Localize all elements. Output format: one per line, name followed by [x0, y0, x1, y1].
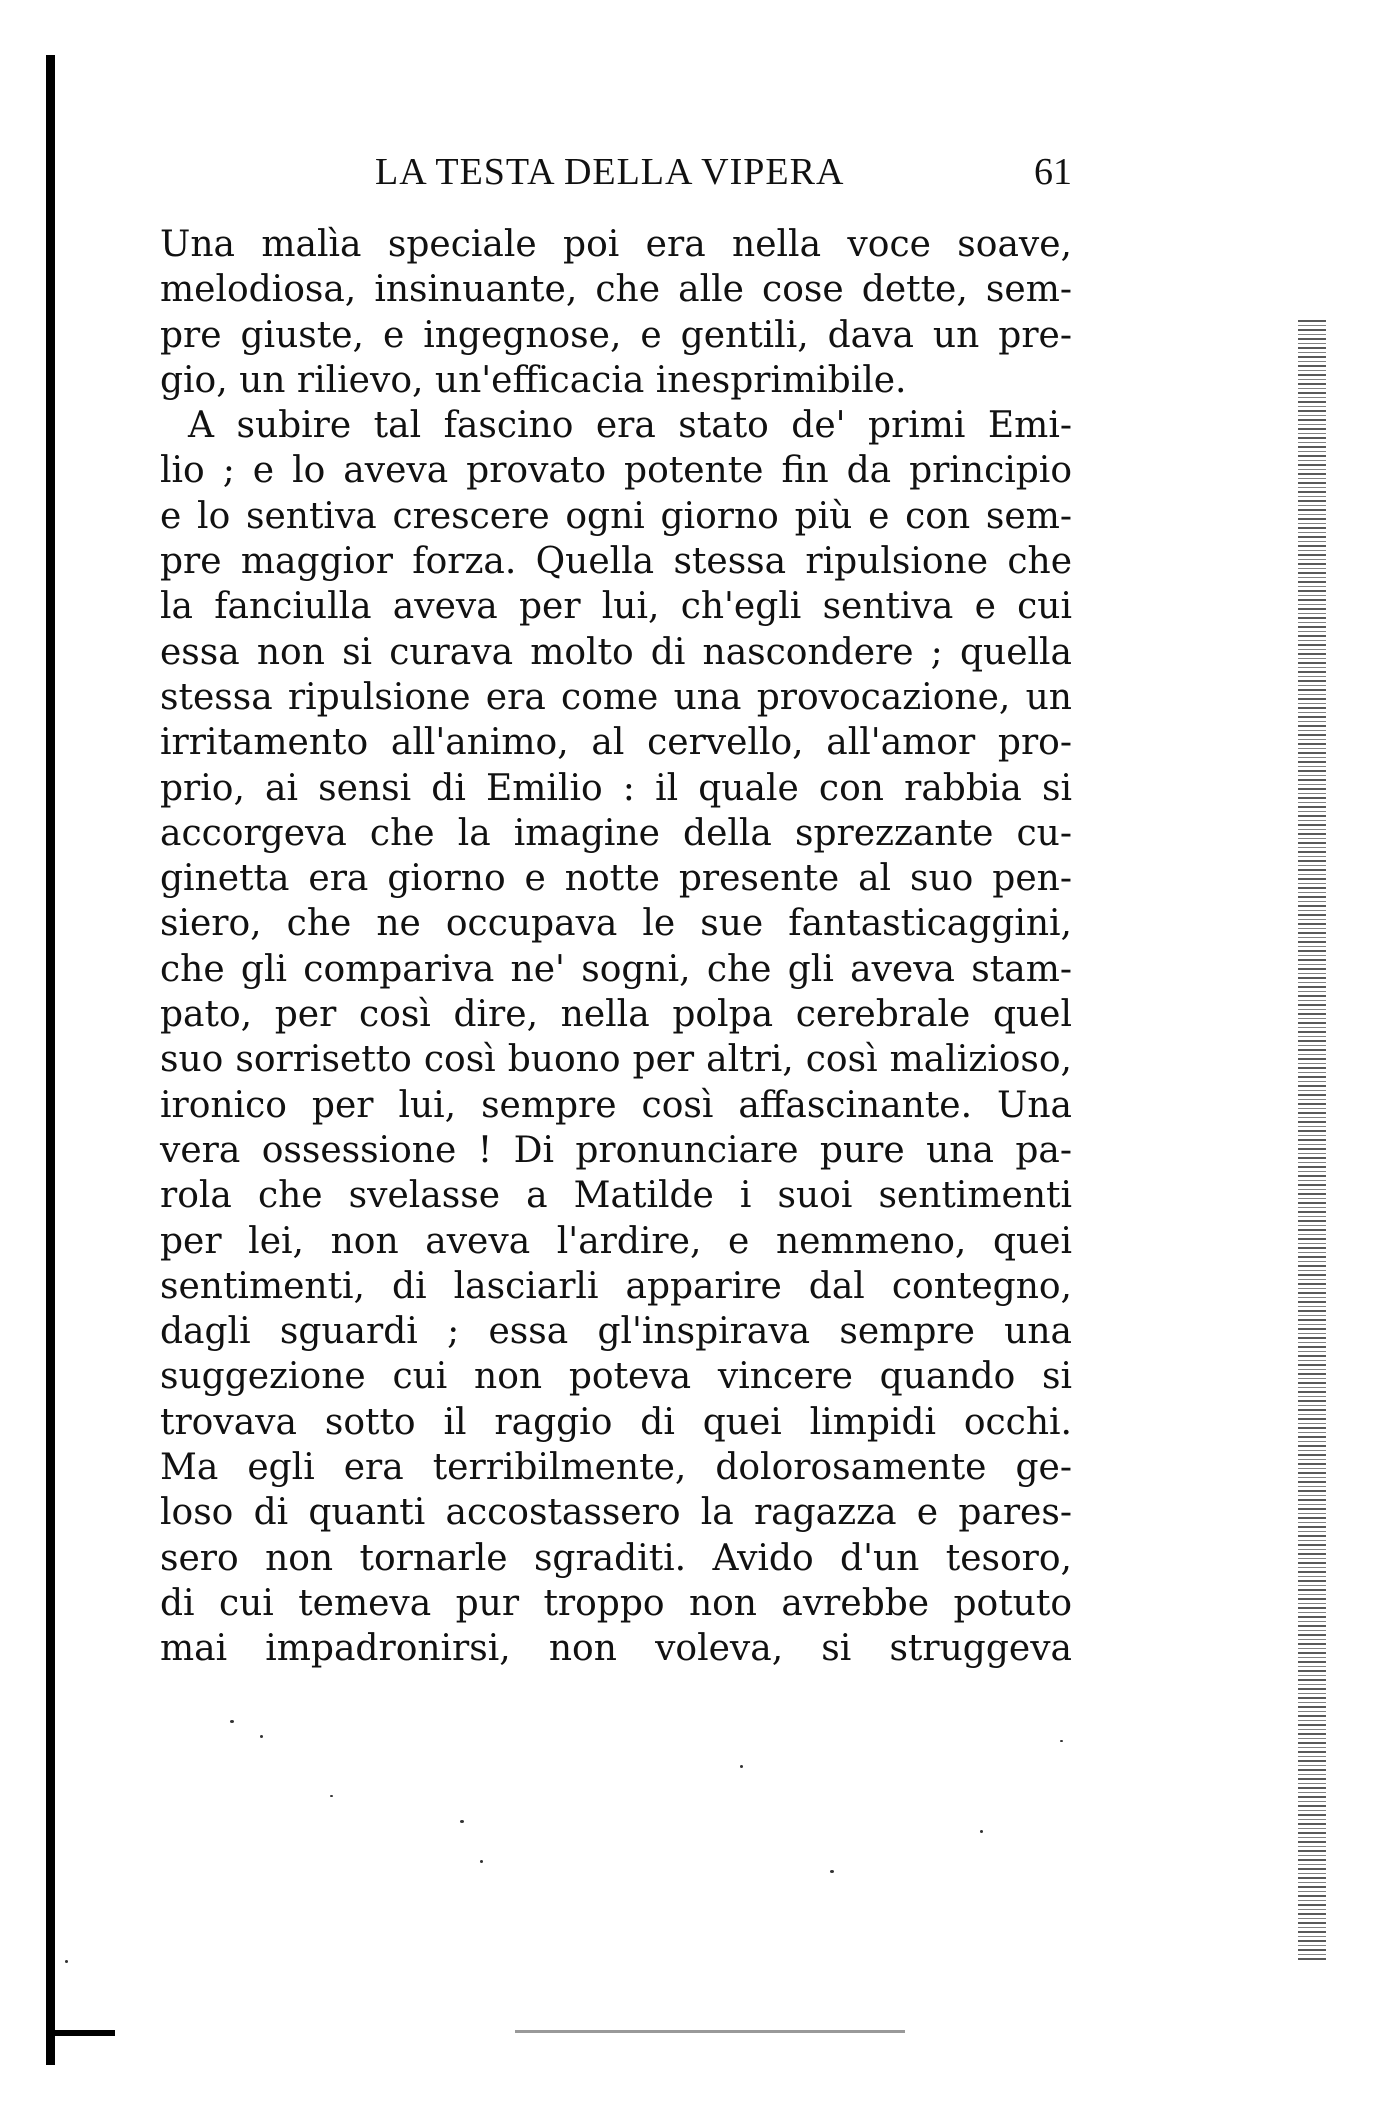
text-line: suggezione cui non poteva vincere quando si: [160, 1356, 1072, 1398]
body-text: [160, 222, 1072, 1672]
text-line: siero, che ne occupava le sue fantasticaggini,: [160, 903, 1072, 945]
speck: [230, 1720, 234, 1723]
text-line: ginetta era giorno e notte presente al suo pen-: [160, 858, 1072, 900]
speck: [330, 1795, 333, 1797]
text-line: dagli sguardi ; essa gl'inspirava sempre una: [160, 1311, 1072, 1353]
speck: [260, 1735, 263, 1738]
page-binding-edge: [46, 55, 55, 2065]
text-line: ironico per lui, sempre così affascinante. Una: [160, 1084, 1072, 1126]
text-line: suo sorrisetto così buono per altri, così malizioso,: [160, 1039, 1072, 1081]
text-line: sentimenti, di lasciarli apparire dal contegno,: [160, 1265, 1072, 1307]
text-line: trovava sotto il raggio di quei limpidi occhi.: [160, 1401, 1072, 1443]
text-line: Ma egli era terribilmente, dolorosamente ge-: [160, 1447, 1072, 1489]
text-line: rola che svelasse a Matilde i suoi sentimenti: [160, 1175, 1072, 1217]
text-line: che gli compariva ne' sogni, che gli aveva stam-: [160, 948, 1072, 990]
text-line: A subire tal fascino era stato de' primi Emi-: [188, 405, 1072, 447]
speck: [1060, 1740, 1063, 1742]
speck: [65, 1960, 68, 1963]
text-line: pato, per così dire, nella polpa cerebrale quel: [160, 994, 1072, 1036]
text-line: gio, un rilievo, un'efficacia inesprimibile.: [160, 359, 907, 401]
running-title: LA TESTA DELLA VIPERA: [375, 151, 845, 193]
page-number: 61: [1034, 151, 1072, 193]
page-corner-mark: [55, 2030, 115, 2036]
page-edge-shadow: [1298, 320, 1326, 1960]
text-line: loso di quanti accostassero la ragazza e pares-: [160, 1492, 1072, 1534]
text-line: Una malìa speciale poi era nella voce soave,: [160, 224, 1072, 265]
speck: [740, 1765, 743, 1768]
text-line: lio ; e lo aveva provato potente fin da principio: [160, 450, 1072, 492]
bottom-smudge: [515, 2030, 905, 2033]
text-line: vera ossessione ! Di pronunciare pure una pa-: [160, 1129, 1072, 1171]
text-line: per lei, non aveva l'ardire, e nemmeno, quei: [160, 1220, 1072, 1262]
text-line: prio, ai sensi di Emilio : il quale con rabbia si: [160, 767, 1072, 809]
text-line: melodiosa, insinuante, che alle cose dette, sem-: [160, 269, 1072, 311]
text-line: e lo sentiva crescere ogni giorno più e con sem-: [160, 495, 1072, 537]
text-line: irritamento all'animo, al cervello, all'amor pro-: [160, 722, 1072, 764]
text-line: di cui temeva pur troppo non avrebbe potuto: [160, 1582, 1072, 1624]
speck: [830, 1870, 834, 1873]
speck: [480, 1860, 483, 1863]
text-line: essa non si curava molto di nascondere ; quella: [160, 631, 1072, 673]
text-line: mai impadronirsi, non voleva, si struggeva: [160, 1628, 1072, 1670]
page-header: [160, 150, 1072, 200]
text-line: la fanciulla aveva per lui, ch'egli sentiva e cui: [160, 586, 1072, 628]
text-line: accorgeva che la imagine della sprezzante cu-: [160, 812, 1072, 854]
speck: [980, 1830, 983, 1833]
text-line: pre maggior forza. Quella stessa ripulsione che: [160, 541, 1072, 583]
text-line: stessa ripulsione era come una provocazione, un: [160, 676, 1072, 718]
speck: [460, 1820, 464, 1823]
text-line: pre giuste, e ingegnose, e gentili, dava un pre-: [160, 314, 1072, 356]
text-line: sero non tornarle sgraditi. Avido d'un tesoro,: [160, 1537, 1072, 1579]
